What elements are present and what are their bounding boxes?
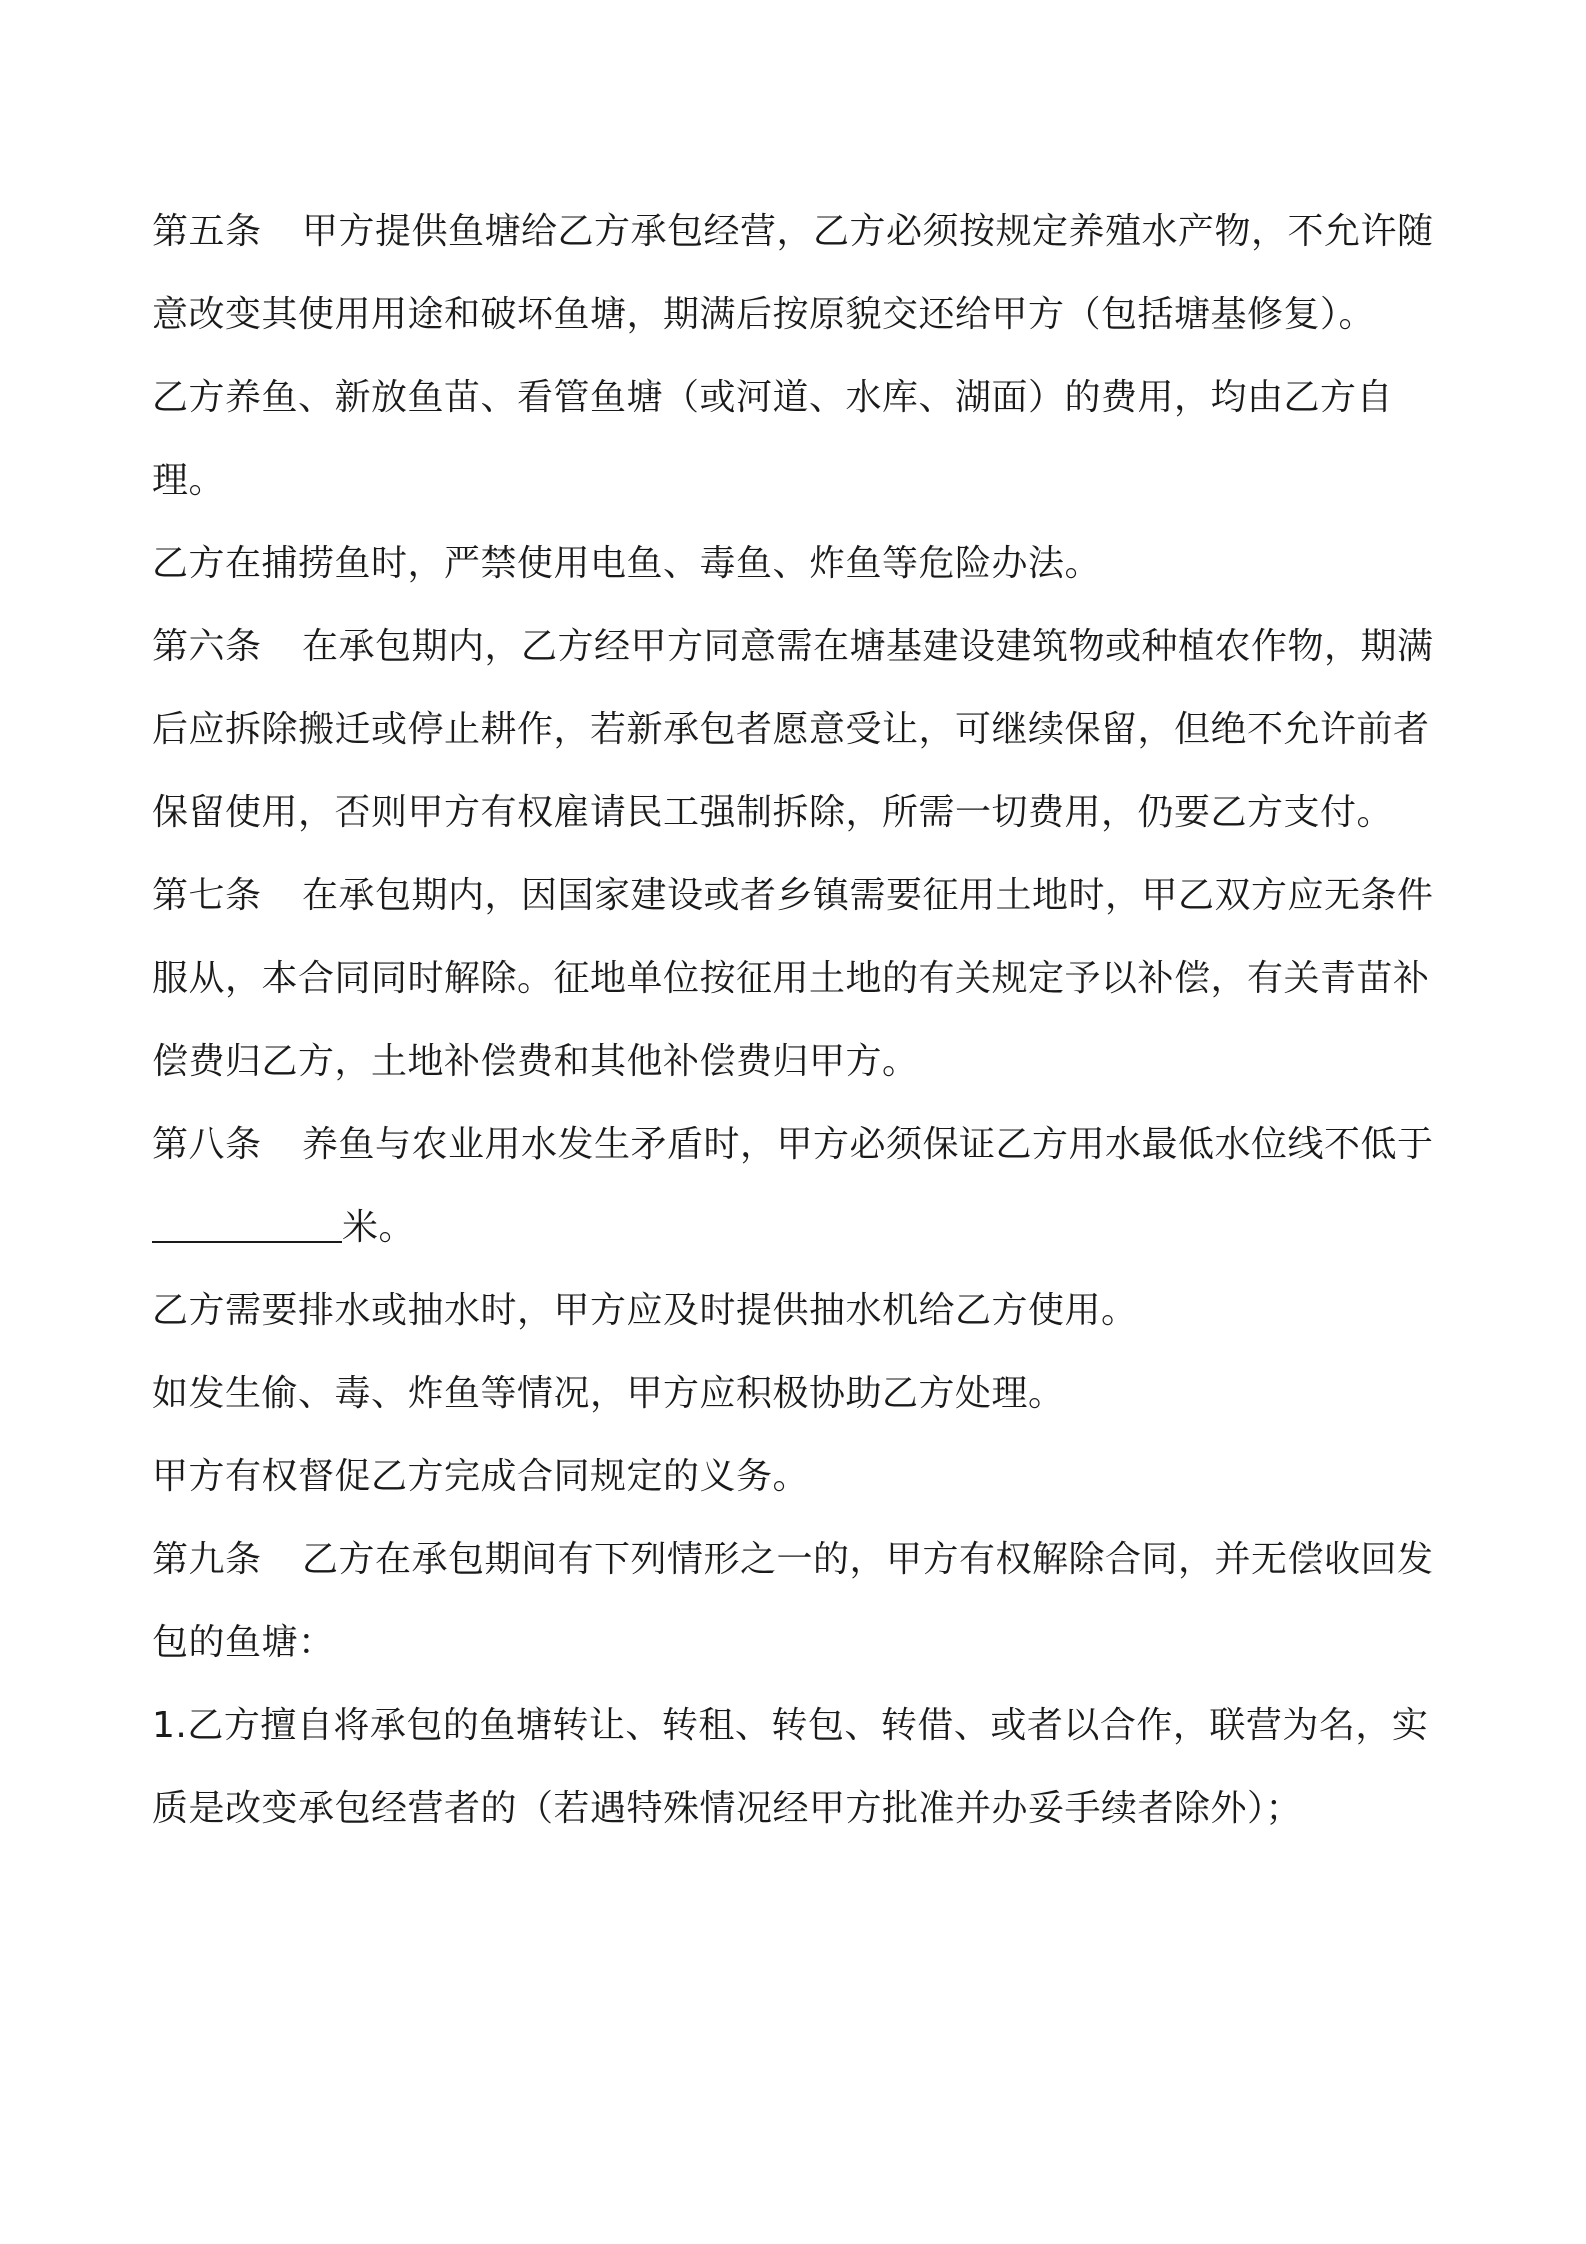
article-8-suffix: 米。 [342, 1207, 416, 1248]
article-6-text: 在承包期内，乙方经甲方同意需在塘基建设建筑物或种植农作物，期满后应拆除搬迁或停止耕作，若新承包者愿意受让，可继续保留，但绝不允许前者保留使用，否则甲方有权雇请民工强制拆除，所需一切费用，仍要乙方支付。 [152, 626, 1434, 833]
document-body [152, 190, 1452, 1850]
paragraph-8b: 乙方需要排水或抽水时，甲方应及时提供抽水机给乙方使用。 [152, 1290, 1138, 1331]
article-5-label: 第五条 [152, 211, 262, 252]
list-item-1: 1.乙方擅自将承包的鱼塘转让、转租、转包、转借、或者以合作，联营为名，实质是改变承包经营者的（若遇特殊情况经甲方批准并办妥手续者除外）； [152, 1705, 1429, 1829]
paragraph-8d: 甲方有权督促乙方完成合同规定的义务。 [152, 1456, 810, 1497]
article-6 [152, 605, 1452, 854]
article-5-text: 甲方提供鱼塘给乙方承包经营，乙方必须按规定养殖水产物，不允许随意改变其使用用途和破坏鱼塘，期满后按原貌交还给甲方（包括塘基修复）。 [152, 211, 1434, 335]
paragraph-5b: 乙方养鱼、新放鱼苗、看管鱼塘（或河道、水库、湖面）的费用，均由乙方自理。 [152, 377, 1394, 501]
article-9 [152, 1518, 1452, 1684]
article-9-text: 乙方在承包期间有下列情形之一的，甲方有权解除合同，并无偿收回发包的鱼塘： [152, 1539, 1434, 1663]
article-8-label: 第八条 [152, 1124, 262, 1165]
article-7-label: 第七条 [152, 875, 262, 916]
article-5 [152, 190, 1452, 356]
article-7-text: 在承包期内，因国家建设或者乡镇需要征用土地时，甲乙双方应无条件服从，本合同同时解除。征地单位按征用土地的有关规定予以补偿，有关青苗补偿费归乙方，土地补偿费和其他补偿费归甲方。 [152, 875, 1434, 1082]
article-7 [152, 854, 1452, 1103]
article-8 [152, 1103, 1452, 1269]
water-level-blank [152, 1211, 342, 1243]
article-6-label: 第六条 [152, 626, 262, 667]
article-8-text: 养鱼与农业用水发生矛盾时，甲方必须保证乙方用水最低水位线不低于 [302, 1124, 1434, 1165]
paragraph-8c: 如发生偷、毒、炸鱼等情况，甲方应积极协助乙方处理。 [152, 1373, 1065, 1414]
article-9-label: 第九条 [152, 1539, 262, 1580]
paragraph-5c: 乙方在捕捞鱼时，严禁使用电鱼、毒鱼、炸鱼等危险办法。 [152, 543, 1102, 584]
